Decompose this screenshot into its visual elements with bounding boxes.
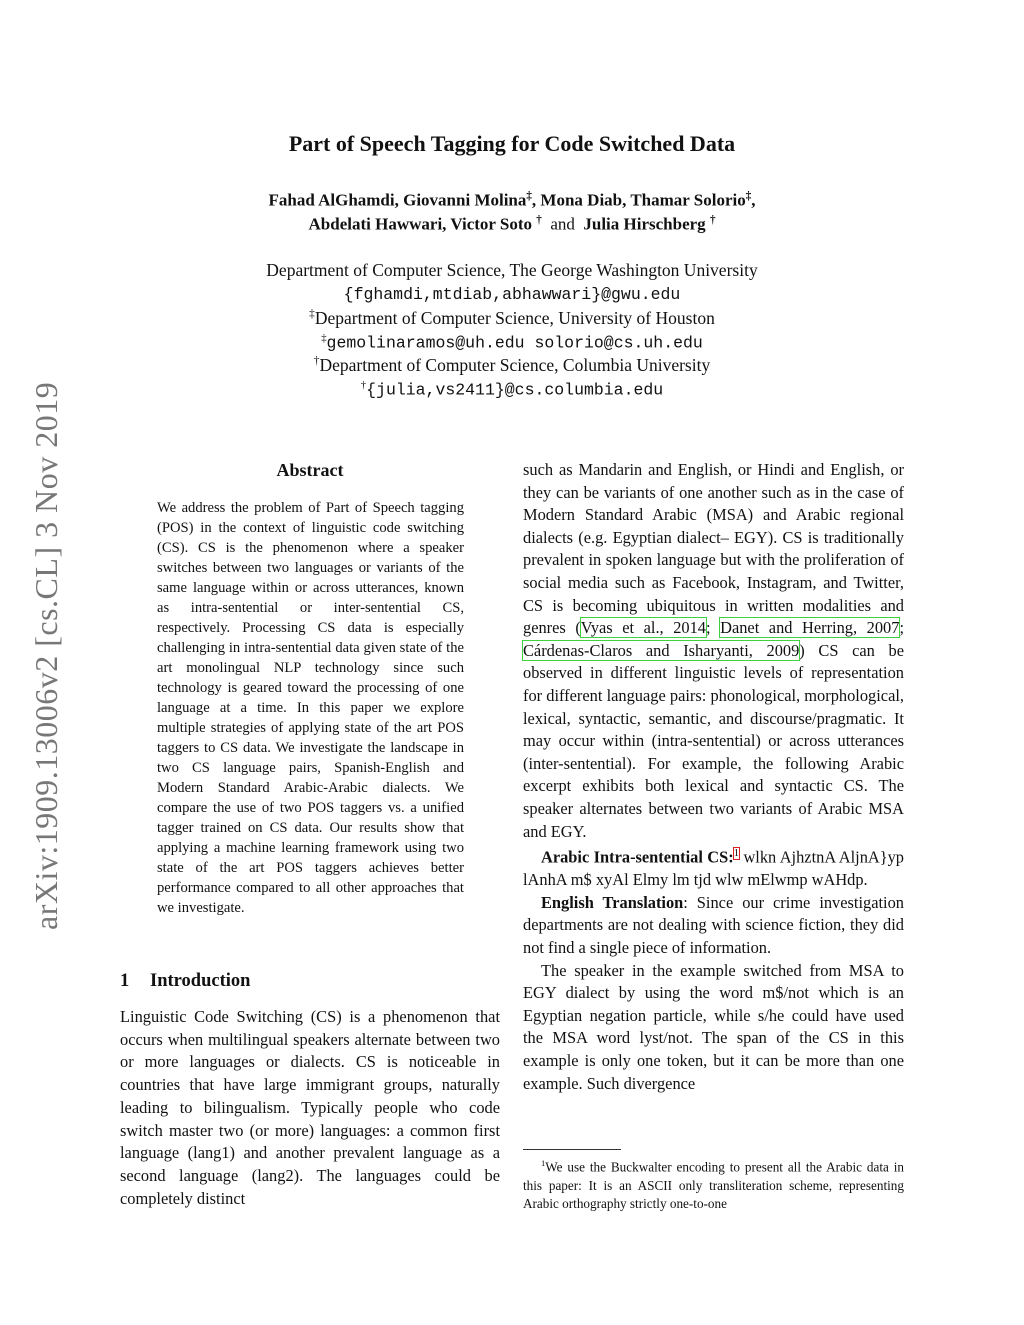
- author-line-2: Abdelati Hawwari, Victor Soto † and Julia Hirschberg †: [308, 214, 716, 234]
- paragraph-arabic-example: Arabic Intra-sentential CS:$^1$ wlkn AjhztnA AljnA}yp lAnhA m$ xyAl Elmy lm tjd wlw mElwmp wAHdp.: [523, 847, 904, 890]
- footnote-divider: [523, 1149, 621, 1150]
- affiliation-gwu: Department of Computer Science, The George Washington University: [266, 260, 758, 280]
- abstract-heading: Abstract: [276, 460, 344, 480]
- paragraph-english-translation: English Translation: Since our crime investigation departments are not dealing with science fiction, they did not find a single piece of information.: [523, 892, 904, 957]
- email-gwu: {fghamdi,mtdiab,abhawwari}@gwu.edu: [343, 285, 681, 304]
- email-uh: ‡gemolinaramos@uh.edu solorio@cs.uh.edu: [321, 332, 703, 353]
- example-label: Arabic Intra-sentential CS:: [541, 847, 734, 867]
- arxiv-identifier: arXiv:1909.13006v2 [cs.CL] 3 Nov 2019: [28, 381, 64, 930]
- paragraph-cs-background: such as Mandarin and English, or Hindi and English, or they can be variants of one another such as in the case of Modern Standard Arabic (MSA) and Arabic regional dialects (e.g. Egyptian dialect– EGY). CS is traditionally prevalent in spoken language but with the proliferation of social media such as Facebook, Instagram, and Twitter, CS is becoming ubiquitous in written modalities and genres (Vyas et al., 2014; Danet and Herring, 2007; Cárdenas-Claros and Isharyanti, 2009) CS can be observed in different linguistic levels of representation for different language pairs: phonological, morphological, lexical, syntactic, semantic, and discourse/pragmatic. It may occur within (intra-sentential) or across utterances (inter-sentential). For example, the following Arabic excerpt exhibits both lexical and syntactic CS. The speaker alternates between two variants of Arabic MSA and EGY.: [523, 460, 905, 841]
- paper-title: Part of Speech Tagging for Code Switched Data: [288, 131, 736, 156]
- citation-link-danet[interactable]: Danet and Herring, 2007: [720, 618, 900, 638]
- citation-link-cardenas[interactable]: Cárdenas-Claros and Isharyanti, 2009: [523, 640, 800, 660]
- introduction-body: Linguistic Code Switching (CS) is a phenomenon that occurs when multilingual speakers alternate between two or more languages or dialects. CS is noticeable in countries that have large immigrant groups, naturally leading to bilingualism. Typically people who code switch master two (or more) languages: a common first language (lang1) and another prevalent language as a second language (lang2). The languages could be completely distinct: [120, 1007, 500, 1208]
- affiliation-uh: ‡Department of Computer Science, University of Houston: [309, 308, 715, 328]
- right-column: [523, 459, 904, 1095]
- footnote: $^1$We use the Buckwalter encoding to present all the Arabic data in this paper: It is an ASCII only transliteration scheme, representing Arabic orthography strictly one-to-one: [523, 1158, 904, 1212]
- translation-label: English Translation: [541, 892, 684, 912]
- paragraph-example-analysis: The speaker in the example switched from MSA to EGY dialect by using the word m$/not which is an Egyptian negation particle, while s/he could have used the MSA word lyst/not. The span of the CS in this example is only one token, but it can be more than one example. Such divergence: [523, 960, 904, 1093]
- section-heading-introduction: [120, 971, 250, 992]
- abstract-body: We address the problem of Part of Speech tagging (POS) in the context of linguistic code switching (CS). CS is the phenomenon where a speaker switches between two languages or variants of the same language within or across utterances, known as intra-sentential or inter-sentential CS, respectively. Processing CS data is especially challenging in intra-sentential data given state of the art monolingual NLP technology since such technology is geared toward the processing of one language at a time. In this paper we explore multiple strategies of applying state of the art POS taggers to CS data. We investigate the landscape in two CS language pairs, Spanish-English and Modern Standard Arabic-Arabic dialects. We compare the use of two POS taggers vs. a unified tagger trained on CS data. Our results show that applying a machine learning framework using two state of the art POS taggers achieves better performance compared to all other approaches that we investigate.: [157, 500, 464, 916]
- author-line-1: Fahad AlGhamdi, Giovanni Molina‡, Mona Diab, Thamar Solorio‡,: [268, 190, 756, 210]
- citation-link-vyas[interactable]: Vyas et al., 2014: [580, 618, 706, 638]
- footnote-link[interactable]: 1: [733, 848, 740, 860]
- section-title: Introduction: [150, 971, 251, 991]
- footnote-mark: 1: [541, 1158, 546, 1168]
- affiliation-columbia: †Department of Computer Science, Columbia University: [313, 355, 711, 375]
- email-columbia: †{julia,vs2411}@cs.columbia.edu: [360, 379, 664, 400]
- section-number: 1: [120, 971, 130, 991]
